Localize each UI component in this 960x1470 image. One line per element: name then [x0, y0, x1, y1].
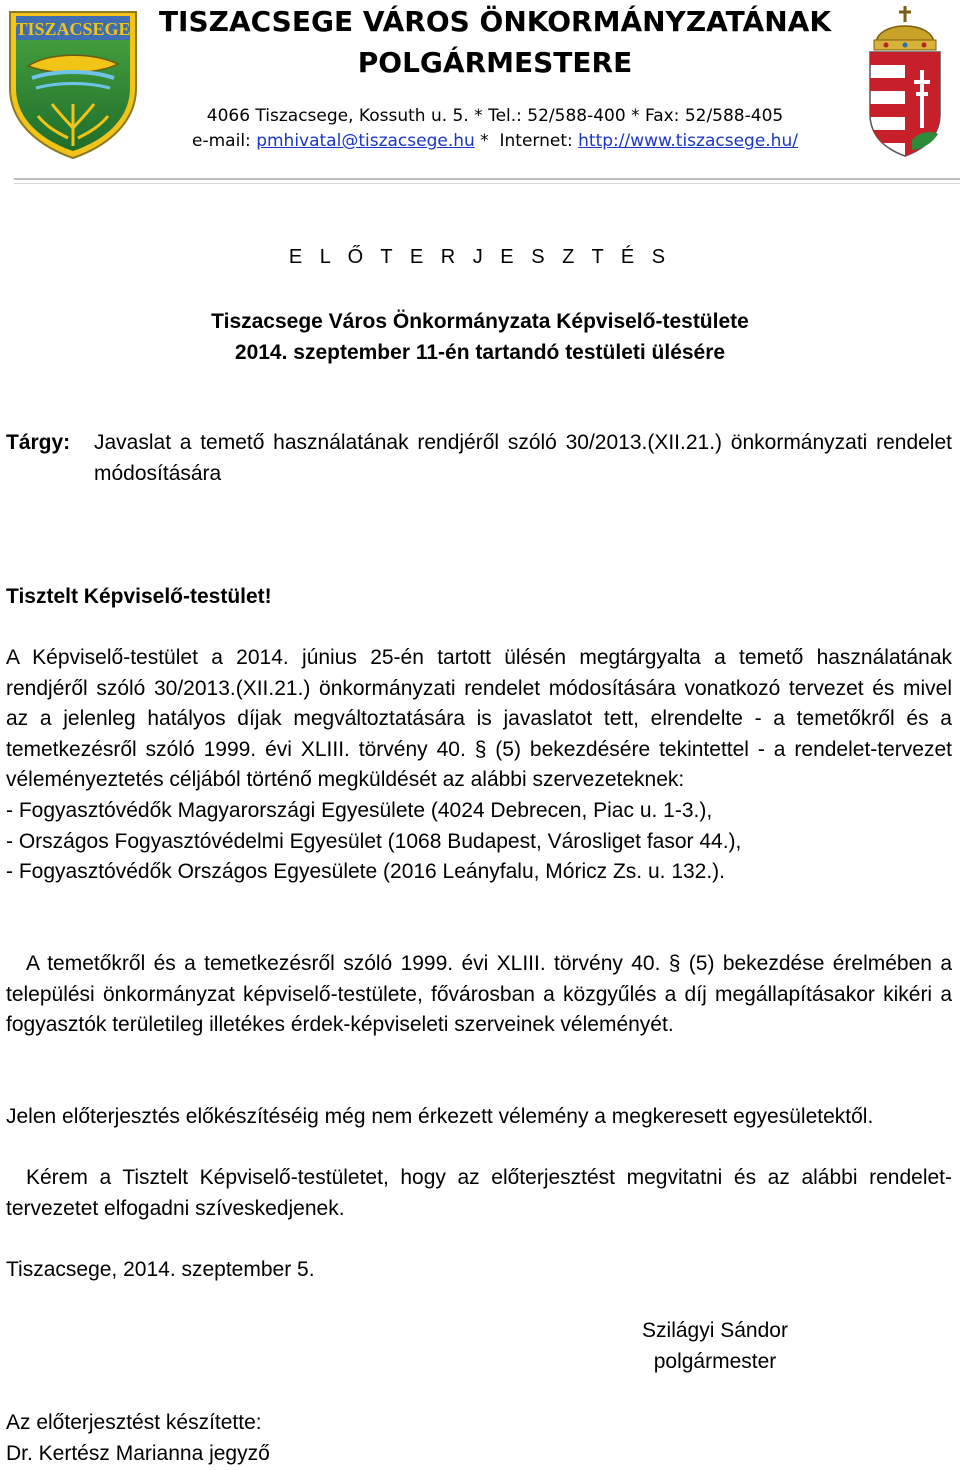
organization-item: - Országos Fogyasztóvédelmi Egyesület (1068 Budapest, Városliget fasor 44.),: [6, 829, 742, 853]
paragraph-legal-basis: A temetőkről és a temetkezésről szóló 1999. évi XLIII. törvény 40. § (5) bekezdése érelmében a települési önkormányzat képviselő-testülete, fővárosban a közgyűlés a díj megállapításakor kikéri a fogyasztók területileg illetékes érdek-képviseleti szerveinek véleményét.: [6, 952, 952, 1037]
paragraph-meeting: [6, 643, 952, 888]
office-title-line1: TISZACSEGE VÁROS ÖNKORMÁNYZATÁNAK: [158, 5, 832, 38]
signer-title: polgármester: [653, 1350, 777, 1373]
paragraph-meeting-text: A Képviselő-testület a 2014. június 25-én tartott ülésén megtárgyalta a temető használatának rendjéről szóló 30/2013.(XII.21.) önkormányzati rendelet módosítására vonatkozó tervezet és mivel az a jelenleg hatályos díjak megváltoztatására is javaslatot tett, elrendelte - a temetőkről és a temetkezésről szóló 1999. évi XLIII. törvény 40. § (5) bekezdésére tekintettel - a rendelet-tervezet véleményeztetés céljából történő megküldését az alábbi szervezeteknek:: [6, 646, 952, 792]
paragraph-status: Jelen előterjesztés előkészítéséig még nem érkezett vélemény a megkeresett egyesületektől.: [6, 1105, 874, 1128]
prepared-by-label: Az előterjesztést készítette:: [6, 1411, 262, 1434]
signer-name: Szilágyi Sándor: [642, 1319, 788, 1342]
hungarian-coat-of-arms-icon: [862, 4, 948, 158]
email-prefix: e-mail:: [192, 131, 257, 151]
letterhead-divider-secondary: [14, 183, 960, 184]
internet-prefix: * Internet:: [474, 131, 579, 151]
document-type-label: E L Ő T E R J E S Z T É S: [288, 246, 672, 268]
recipient-line1: Tiszacsege Város Önkormányzata Képviselő-testülete: [211, 310, 749, 333]
town-crest-icon: [6, 8, 140, 160]
prepared-by-name: Dr. Kertész Marianna jegyző: [6, 1442, 270, 1465]
subject-text: Javaslat a temető használatának rendjéről szóló 30/2013.(XII.21.) önkormányzati rendelet módosítására: [94, 431, 952, 485]
website-link[interactable]: http://www.tiszacsege.hu/: [578, 131, 798, 151]
address-line: 4066 Tiszacsege, Kossuth u. 5. * Tel.: 52/588-400 * Fax: 52/588-405: [206, 106, 784, 126]
contact-line: [150, 128, 840, 154]
office-title-line2: POLGÁRMESTERE: [357, 46, 633, 79]
recipient-line2: 2014. szeptember 11-én tartandó testületi ülésére: [234, 341, 726, 364]
salutation: Tisztelt Képviselő-testület!: [6, 585, 272, 608]
crest-text: TISZACSEGE: [15, 19, 131, 39]
subject-label: Tárgy:: [6, 431, 71, 454]
letterhead-divider: [14, 178, 960, 180]
date-line: Tiszacsege, 2014. szeptember 5.: [6, 1258, 315, 1281]
organization-item: - Fogyasztóvédők Országos Egyesülete (2016 Leányfalu, Móricz Zs. u. 132.).: [6, 860, 726, 884]
email-link[interactable]: pmhivatal@tiszacsege.hu: [256, 131, 475, 151]
paragraph-request: Kérem a Tisztelt Képviselő-testületet, hogy az előterjesztést megvitatni és az alábbi rendelet-tervezetet elfogadni szíveskedjenek.: [6, 1166, 952, 1220]
organization-item: - Fogyasztóvédők Magyarországi Egyesülete (4024 Debrecen, Piac u. 1-3.),: [6, 798, 713, 822]
